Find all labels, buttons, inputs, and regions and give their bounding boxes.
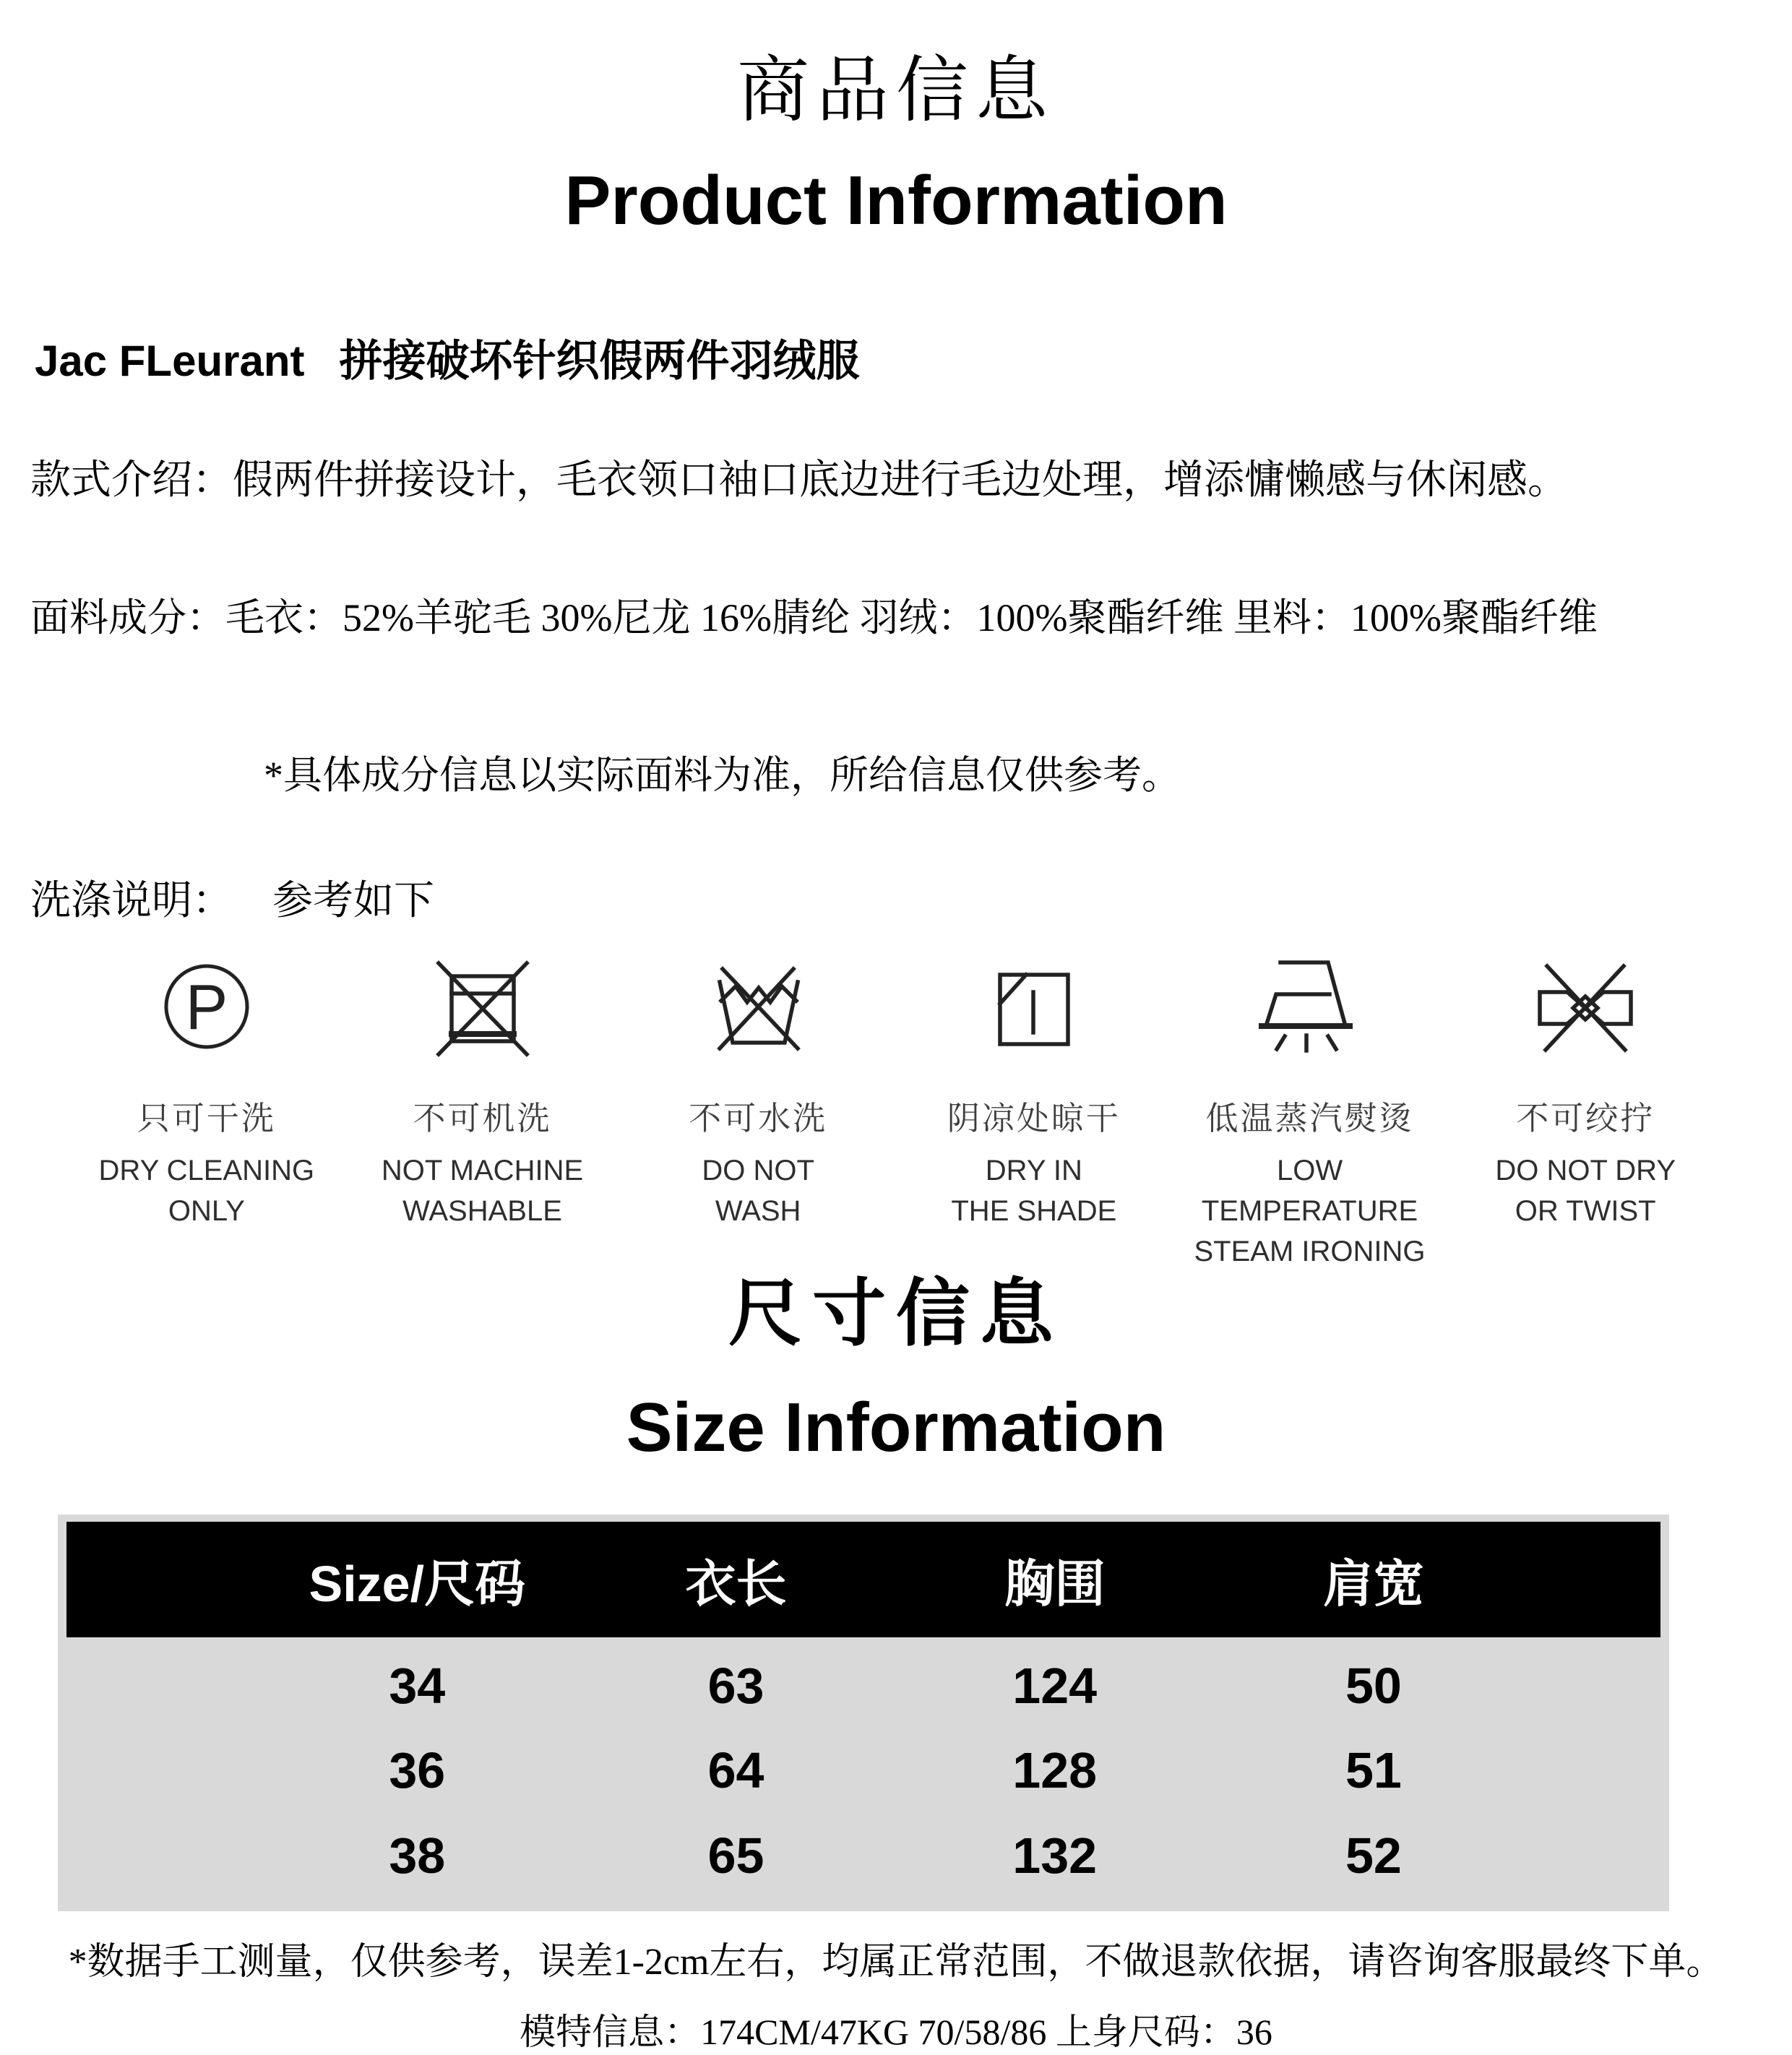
care-caption-en: DO NOT WASH — [702, 1155, 814, 1227]
care-caption-zh: 不可水洗 — [689, 1100, 828, 1137]
model-info: 模特信息：174CM/47KG 70/58/86 上身尺码：36 — [520, 2012, 1272, 2052]
size-table — [58, 1515, 1669, 1911]
wash-instructions-reference: 参考如下 — [272, 879, 434, 923]
care-caption-zh: 不可绞拧 — [1516, 1100, 1655, 1137]
table-cell: 124 — [1012, 1657, 1098, 1714]
table-cell: 36 — [389, 1742, 446, 1799]
table-row — [66, 1827, 1660, 1884]
dry-in-shade-icon — [896, 945, 1172, 1072]
care-item-not-machine-washable — [345, 945, 621, 1272]
dry-clean-p-icon — [69, 945, 345, 1072]
wash-instructions-label-line — [30, 876, 1778, 926]
care-caption-en: DO NOT DRY OR TWIST — [1495, 1155, 1676, 1227]
product-name: 拼接破坏针织假两件羽绒服 — [339, 337, 860, 385]
no-machine-wash-icon — [345, 945, 621, 1072]
size-table-header-cell: 肩宽 — [1322, 1555, 1424, 1612]
table-cell: 38 — [389, 1827, 446, 1884]
table-cell: 65 — [707, 1827, 764, 1884]
care-item-dry-in-shade — [896, 945, 1172, 1272]
size-table-header — [66, 1522, 1660, 1637]
care-item-low-temp-steam-iron — [1172, 945, 1448, 1272]
care-caption-zh: 不可机洗 — [413, 1100, 552, 1137]
page-title-zh: 商品信息 — [737, 51, 1055, 131]
page-title-en: Product Information — [564, 162, 1228, 239]
care-caption-zh: 阴凉处晾干 — [947, 1100, 1121, 1137]
table-cell: 63 — [707, 1657, 764, 1714]
care-item-dry-clean-only — [69, 945, 345, 1272]
product-title-line — [35, 327, 1763, 389]
brand-name: Jac FLeurant — [35, 337, 305, 385]
table-cell: 64 — [707, 1742, 764, 1799]
style-intro-line: 款式介绍：假两件拼接设计，毛衣领口袖口底边进行毛边处理，增添慵懒感与休闲感。 — [30, 458, 1568, 503]
svg-text:P: P — [185, 970, 228, 1043]
care-caption-en: DRY CLEANING ONLY — [98, 1155, 315, 1227]
care-caption-zh: 低温蒸汽熨烫 — [1205, 1100, 1414, 1137]
fabric-composition-line: 面料成分：毛衣：52%羊驼毛 30%尼龙 16%腈纶 羽绒：100%聚酯纤维 里料：100%聚酯纤维 — [30, 596, 1598, 639]
table-cell: 51 — [1345, 1742, 1402, 1799]
size-table-header-cell: 胸围 — [1004, 1555, 1106, 1612]
size-table-body — [58, 1637, 1669, 1911]
table-row — [66, 1657, 1660, 1715]
low-temp-steam-iron-icon — [1172, 945, 1448, 1072]
fabric-note-line: *具体成分信息以实际面料为准，所给信息仅供参考。 — [264, 754, 1181, 797]
size-table-header-cell: 衣长 — [685, 1555, 787, 1612]
care-caption-zh: 只可干洗 — [137, 1100, 276, 1137]
table-cell: 128 — [1012, 1742, 1098, 1799]
care-caption-en: NOT MACHINE WASHABLE — [381, 1155, 584, 1227]
care-icons-row — [69, 945, 1723, 1272]
table-cell: 52 — [1345, 1827, 1402, 1884]
care-caption-en: LOW TEMPERATURE STEAM IRONING — [1194, 1155, 1426, 1267]
wash-instructions-label: 洗涤说明： — [30, 879, 233, 923]
care-item-do-not-wring — [1447, 945, 1723, 1272]
size-title-zh: 尺寸信息 — [728, 1274, 1064, 1356]
do-not-wring-icon — [1447, 945, 1723, 1072]
table-cell: 34 — [389, 1657, 446, 1714]
care-caption-en: DRY IN THE SHADE — [951, 1155, 1117, 1227]
measurement-note: *数据手工测量，仅供参考，误差1-2cm左右，均属正常范围，不做退款依据，请咨询客服最终下单。 — [68, 1942, 1724, 1983]
size-table-header-cell: Size/尺码 — [309, 1555, 526, 1612]
do-not-wash-icon — [620, 945, 896, 1072]
table-cell: 132 — [1012, 1827, 1098, 1884]
care-item-do-not-wash — [620, 945, 896, 1272]
table-row — [66, 1741, 1660, 1799]
size-title-en: Size Information — [626, 1389, 1166, 1466]
table-cell: 50 — [1345, 1657, 1402, 1714]
